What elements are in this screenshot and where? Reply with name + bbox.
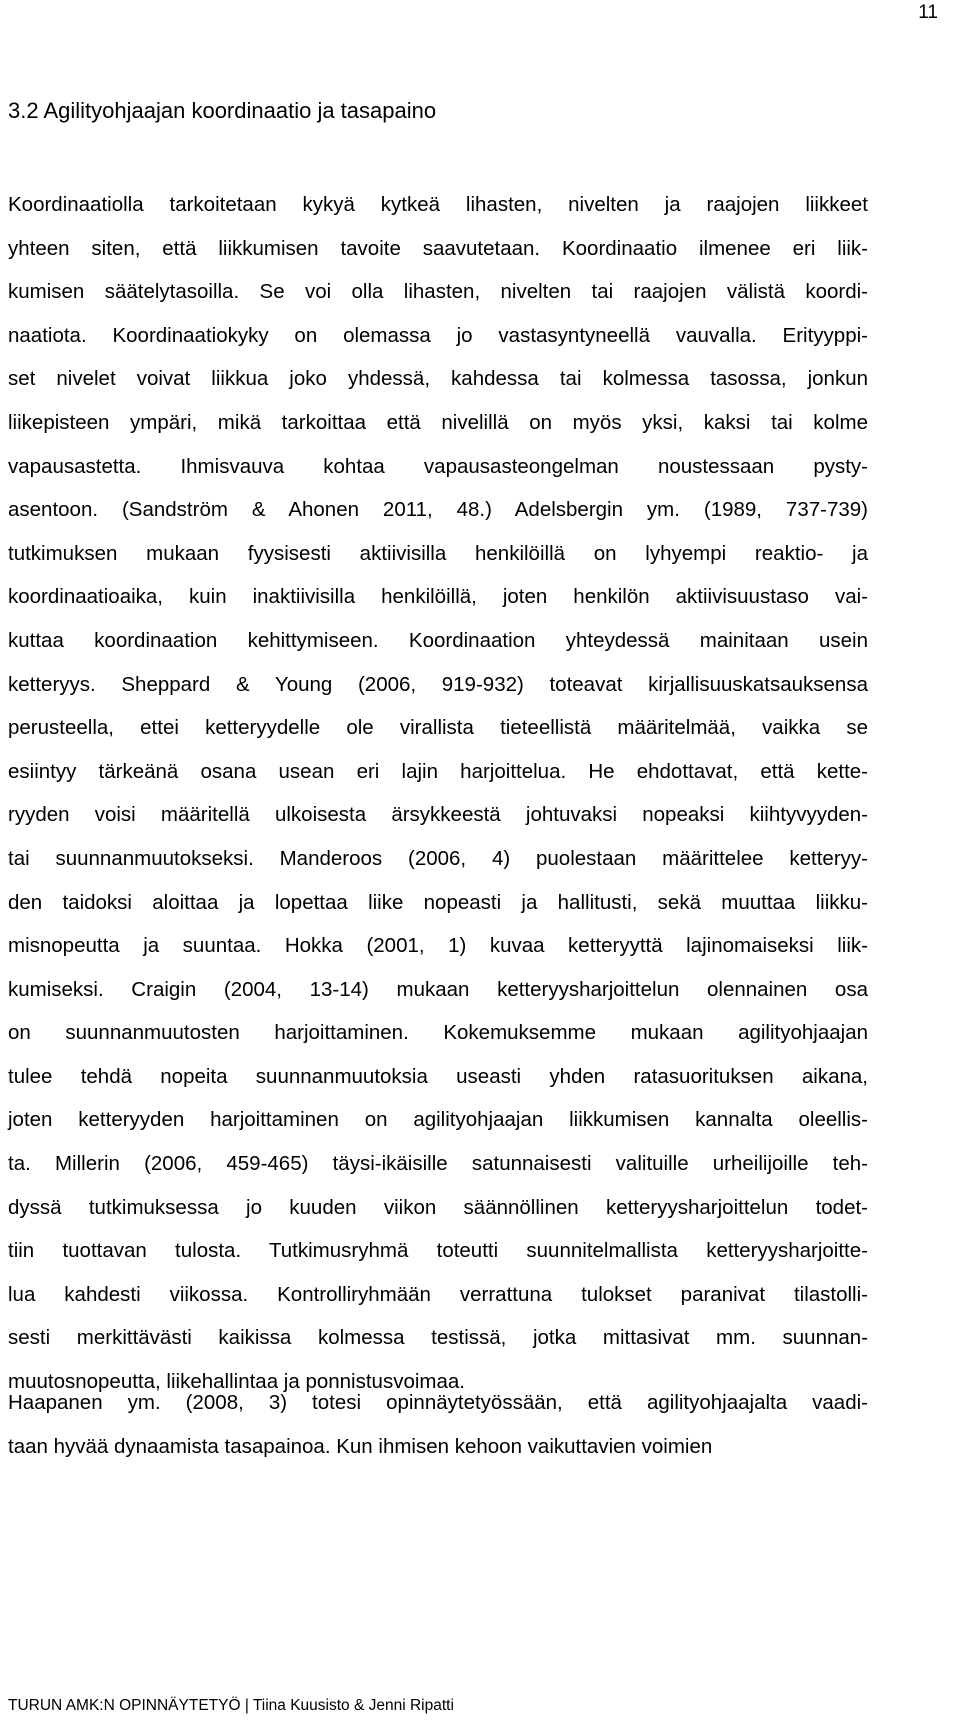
- text-line: kuttaa koordinaation kehittymiseen. Koordinaation yhteydessä mainitaan usein: [8, 628, 868, 652]
- page-footer: TURUN AMK:N OPINNÄYTETYÖ | Tiina Kuusisto & Jenni Ripatti: [8, 1697, 454, 1714]
- text-line: kumisen säätelytasoilla. Se voi olla lihasten, nivelten tai raajojen välistä koordi-: [8, 280, 868, 304]
- text-line: den taidoksi aloittaa ja lopettaa liike nopeasti ja hallitusti, sekä muuttaa liikku-: [8, 890, 868, 914]
- text-line: joten ketteryyden harjoittaminen on agilityohjaajan liikkumisen kannalta oleellis-: [8, 1108, 868, 1132]
- text-line: tiin tuottavan tulosta. Tutkimusryhmä toteutti suunnitelmallista ketteryysharjoitte-: [8, 1239, 868, 1263]
- text-line: liikepisteen ympäri, mikä tarkoittaa että nivelillä on myös yksi, kaksi tai kolme: [8, 410, 868, 434]
- text-line: taan hyvää dynaamista tasapainoa. Kun ihmisen kehoon vaikuttavien voimien: [8, 1434, 713, 1458]
- body-paragraph-balance: [8, 1381, 868, 1468]
- text-line: on suunnanmuutosten harjoittaminen. Kokemuksemme mukaan agilityohjaajan: [8, 1021, 868, 1045]
- text-line: misnopeutta ja suuntaa. Hokka (2001, 1) kuvaa ketteryyttä lajinomaiseksi liik-: [8, 934, 868, 958]
- body-paragraph-coordination: [8, 183, 868, 1404]
- text-line: dyssä tutkimuksessa jo kuuden viikon säännöllinen ketteryysharjoittelun todet-: [8, 1195, 868, 1219]
- text-line: ketteryys. Sheppard & Young (2006, 919-932) toteavat kirjallisuuskatsauksensa: [8, 672, 868, 696]
- text-line: yhteen siten, että liikkumisen tavoite saavutetaan. Koordinaatio ilmenee eri liik-: [8, 236, 868, 260]
- text-line: kumiseksi. Craigin (2004, 13-14) mukaan ketteryysharjoittelun olennainen osa: [8, 977, 868, 1001]
- text-line: Haapanen ym. (2008, 3) totesi opinnäytetyössään, että agilityohjaajalta vaadi-: [8, 1391, 868, 1414]
- text-line: set nivelet voivat liikkua joko yhdessä, kahdessa tai kolmessa tasossa, jonkun: [8, 367, 868, 391]
- page-number: 11: [918, 2, 938, 23]
- text-line: tutkimuksen mukaan fyysisesti aktiivisilla henkilöillä on lyhyempi reaktio- ja: [8, 541, 868, 565]
- text-line: asentoon. (Sandström & Ahonen 2011, 48.) Adelsbergin ym. (1989, 737-739): [8, 498, 868, 522]
- text-line: naatiota. Koordinaatiokyky on olemassa jo vastasyntyneellä vauvalla. Erityyppi-: [8, 323, 868, 347]
- text-line: esiintyy tärkeänä osana usean eri lajin harjoittelua. He ehdottavat, että kette-: [8, 759, 868, 783]
- text-line: ryyden voisi määritellä ulkoisesta ärsykkeestä johtuvaksi nopeaksi kiihtyvyyden-: [8, 803, 868, 827]
- text-line: ta. Millerin (2006, 459-465) täysi-ikäisille satunnaisesti valituille urheilijoille teh-: [8, 1152, 868, 1176]
- text-line: lua kahdesti viikossa. Kontrolliryhmään verrattuna tulokset paranivat tilastolli-: [8, 1282, 868, 1306]
- text-line: koordinaatioaika, kuin inaktiivisilla henkilöillä, joten henkilön aktiivisuustaso vai-: [8, 585, 868, 609]
- text-line: muutosnopeutta, liikehallintaa ja ponnistusvoimaa.: [8, 1370, 465, 1394]
- section-heading: 3.2 Agilityohjaajan koordinaatio ja tasapaino: [8, 98, 437, 123]
- text-line: tai suunnanmuutokseksi. Manderoos (2006, 4) puolestaan määrittelee ketteryy-: [8, 846, 868, 870]
- text-line: perusteella, ettei ketteryydelle ole virallista tieteellistä määritelmää, vaikka se: [8, 716, 868, 740]
- text-line: sesti merkittävästi kaikissa kolmessa testissä, jotka mittasivat mm. suunnan-: [8, 1326, 868, 1350]
- text-line: vapausastetta. Ihmisvauva kohtaa vapausasteongelman noustessaan pysty-: [8, 454, 868, 478]
- text-line: tulee tehdä nopeita suunnanmuutoksia useasti yhden ratasuorituksen aikana,: [8, 1064, 868, 1088]
- text-line: Koordinaatiolla tarkoitetaan kykyä kytkeä lihasten, nivelten ja raajojen liikkeet: [8, 193, 868, 216]
